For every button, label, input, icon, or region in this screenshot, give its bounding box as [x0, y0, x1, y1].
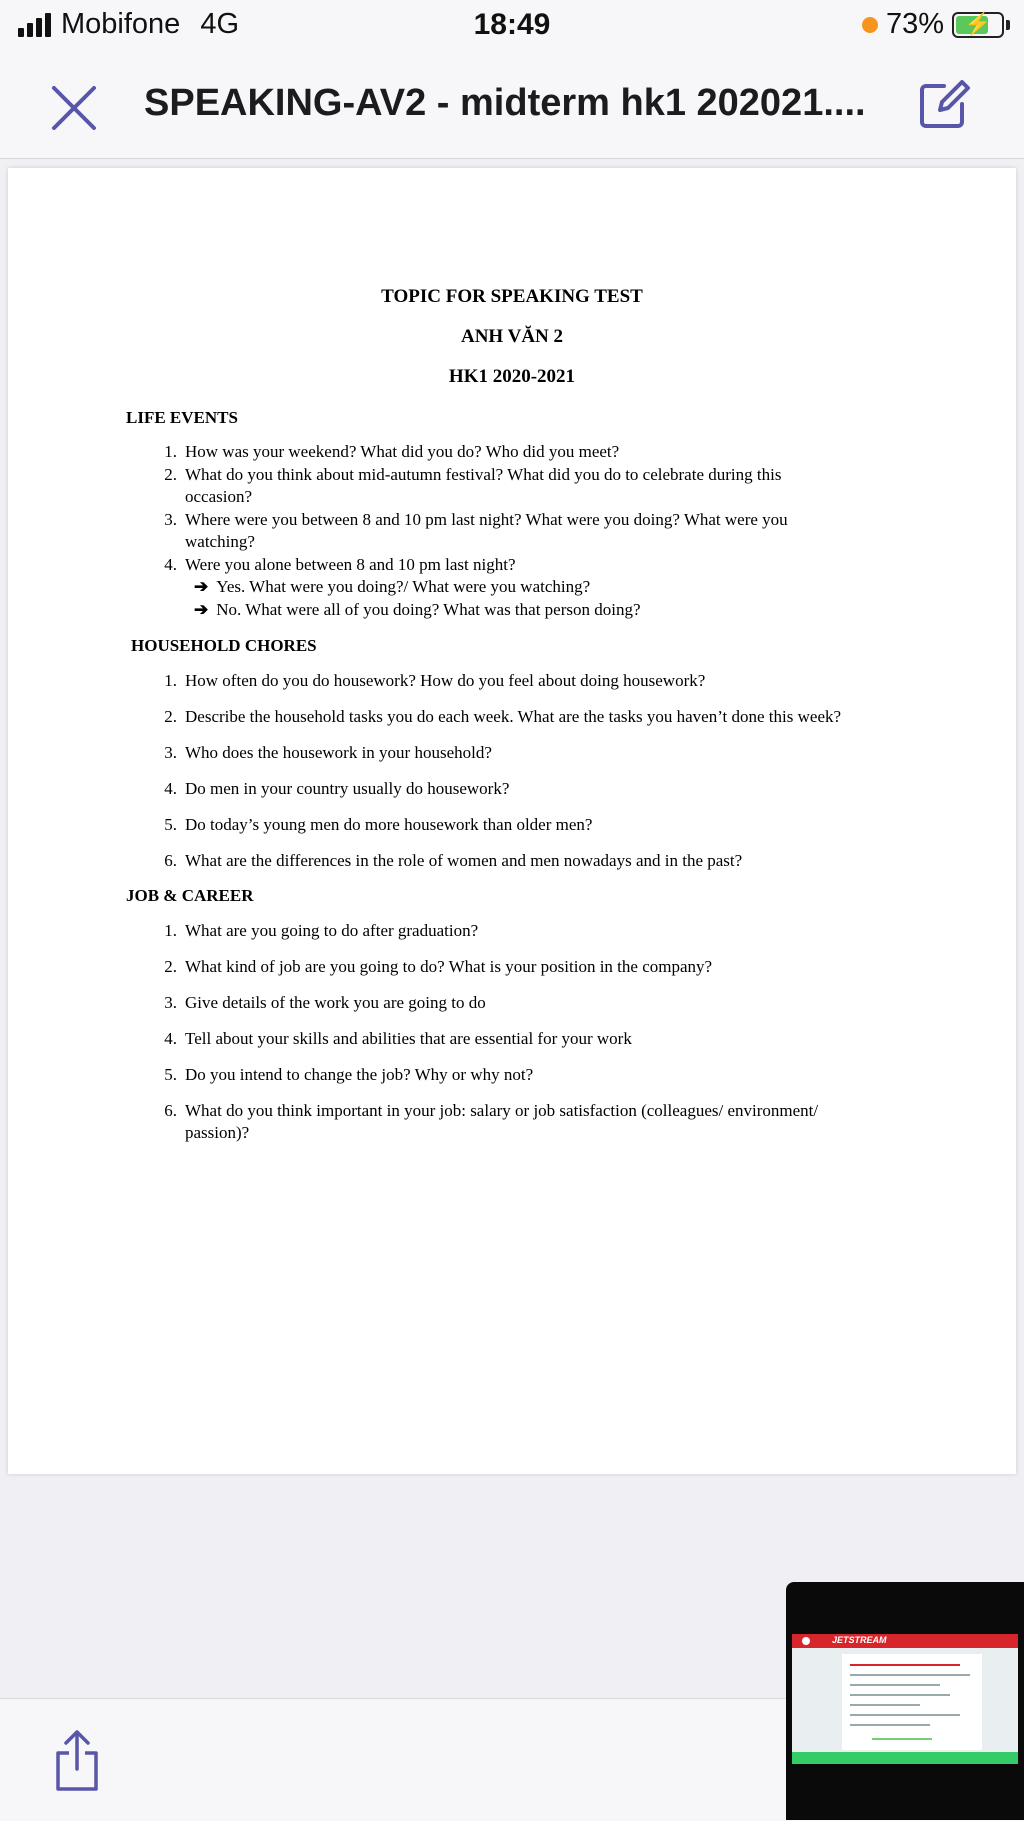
- battery-icon: [952, 12, 1010, 38]
- item-number: 2.: [164, 957, 177, 976]
- pip-header: [792, 1634, 1018, 1648]
- arrow-icon: ➔: [194, 577, 209, 596]
- item-number: 4.: [164, 779, 177, 798]
- document-title: SPEAKING-AV2 - midterm hk1 202021....: [144, 82, 866, 124]
- item-number: 3.: [164, 510, 177, 529]
- item-number: 1.: [164, 442, 177, 461]
- pip-taskbar: [792, 1752, 1018, 1764]
- item-text: What kind of job are you going to do? What is your position in the company?: [185, 957, 713, 976]
- list-item: [164, 920, 479, 942]
- item-text: What are the differences in the role of women and men nowadays and in the past?: [185, 851, 743, 870]
- status-bar: [0, 0, 1024, 54]
- battery-percent: 73%: [885, 8, 944, 40]
- item-number: 6.: [164, 851, 177, 870]
- list-item: [164, 1028, 632, 1050]
- item-number: 1.: [164, 921, 177, 940]
- item-text: Do you intend to change the job? Why or why not?: [185, 1065, 534, 1084]
- item-text: Where were you between 8 and 10 pm last night? What were you doing? What were you: [185, 510, 788, 529]
- item-text: passion)?: [185, 1123, 250, 1142]
- item-text: What do you think about mid-autumn festival? What did you do to celebrate during this: [185, 465, 782, 484]
- list-item: [164, 992, 486, 1014]
- nav-bar: [0, 54, 1024, 159]
- item-text: occasion?: [185, 487, 253, 506]
- doc-title-line: ANH VĂN 2: [460, 326, 564, 347]
- list-item: [164, 814, 593, 836]
- list-item: [164, 850, 743, 872]
- list-item: [164, 441, 620, 463]
- sub-item: [194, 599, 641, 621]
- section-heading: JOB & CAREER: [126, 886, 254, 905]
- item-text: Who does the housework in your household?: [185, 743, 492, 762]
- item-number: 5.: [164, 1065, 177, 1084]
- item-number: 5.: [164, 815, 177, 834]
- list-item: [164, 670, 706, 692]
- item-text: How was your weekend? What did you do? Who did you meet?: [185, 442, 620, 461]
- item-text: What are you going to do after graduation?: [185, 921, 479, 940]
- list-item: [164, 509, 788, 553]
- item-number: 6.: [164, 1101, 177, 1120]
- charging-bolt-icon: ⚡: [964, 10, 992, 36]
- document-page[interactable]: [8, 168, 1016, 1474]
- list-item: [164, 1100, 819, 1144]
- privacy-indicator-dot: [862, 17, 878, 33]
- status-right: [862, 8, 1010, 41]
- pip-content-card: [842, 1654, 982, 1750]
- list-item: [164, 742, 492, 764]
- edit-icon[interactable]: [914, 74, 974, 134]
- item-text: Give details of the work you are going to do: [185, 993, 486, 1012]
- item-number: 3.: [164, 743, 177, 762]
- sub-item-text: Yes. What were you doing?/ What were you watching?: [216, 577, 591, 596]
- item-text: Do today’s young men do more housework than older men?: [185, 815, 593, 834]
- item-text: Describe the household tasks you do each week. What are the tasks you haven’t done this week?: [185, 707, 842, 726]
- item-number: 2.: [164, 465, 177, 484]
- item-text: What do you think important in your job: salary or job satisfaction (colleagues/ environment/: [185, 1101, 819, 1120]
- list-item: [164, 1064, 534, 1086]
- list-item: [164, 464, 782, 508]
- pip-brand-label: JETSTREAM: [832, 1635, 887, 1645]
- carrier-name: Mobifone: [61, 8, 181, 40]
- item-number: 1.: [164, 671, 177, 690]
- item-number: 2.: [164, 707, 177, 726]
- picture-in-picture-window[interactable]: [786, 1582, 1024, 1820]
- list-item: [164, 706, 842, 728]
- sub-item: [194, 576, 590, 598]
- doc-title-line: HK1 2020-2021: [448, 366, 576, 387]
- list-item: [164, 778, 510, 800]
- pip-screen-preview: [792, 1634, 1018, 1764]
- list-item: [164, 956, 713, 978]
- list-item: [164, 554, 516, 576]
- section-heading: LIFE EVENTS: [126, 408, 238, 427]
- doc-title-line: TOPIC FOR SPEAKING TEST: [381, 286, 643, 307]
- item-text: watching?: [185, 532, 255, 551]
- arrow-icon: ➔: [194, 600, 209, 619]
- item-number: 4.: [164, 555, 177, 574]
- share-icon[interactable]: [52, 1729, 102, 1793]
- item-text: Do men in your country usually do housework?: [185, 779, 510, 798]
- network-type: 4G: [200, 8, 239, 40]
- sub-item-text: No. What were all of you doing? What was that person doing?: [216, 600, 641, 619]
- pip-dot-icon: [802, 1637, 810, 1645]
- item-text: Tell about your skills and abilities that are essential for your work: [185, 1029, 632, 1048]
- item-text: How often do you do housework? How do you feel about doing housework?: [185, 671, 706, 690]
- close-icon[interactable]: [46, 80, 102, 136]
- item-text: Were you alone between 8 and 10 pm last night?: [185, 555, 516, 574]
- section-heading: HOUSEHOLD CHORES: [131, 636, 317, 655]
- clock: 18:49: [473, 8, 551, 41]
- item-number: 3.: [164, 993, 177, 1012]
- item-number: 4.: [164, 1029, 177, 1048]
